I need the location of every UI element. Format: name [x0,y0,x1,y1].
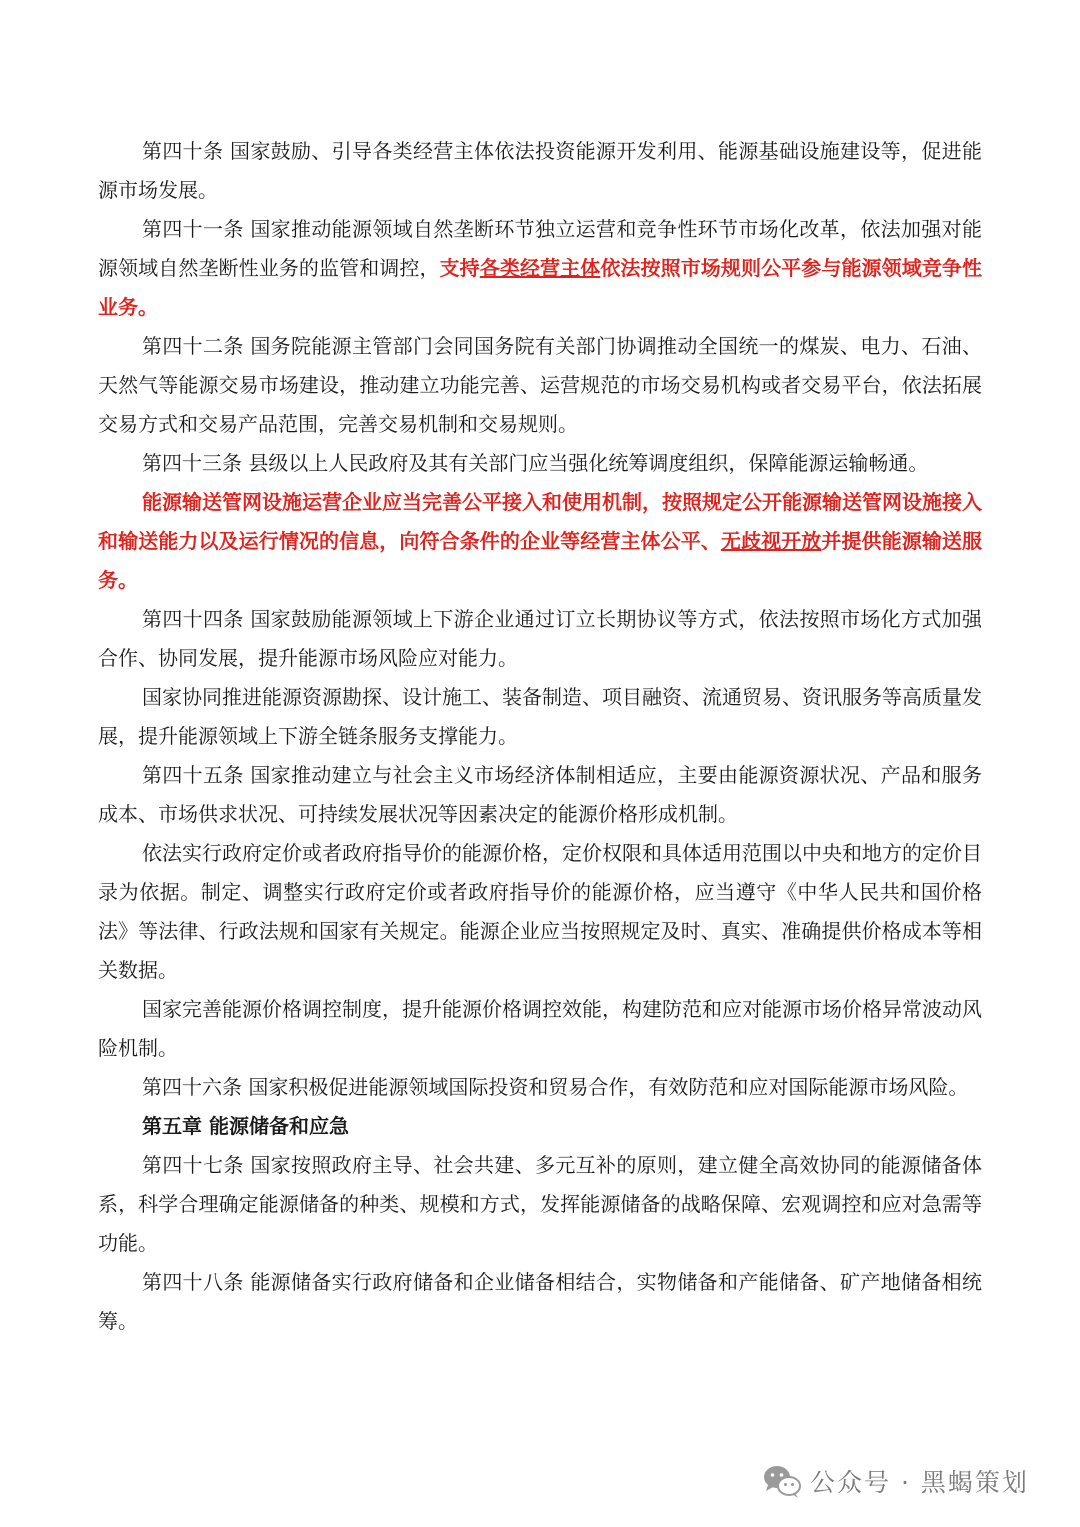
article-41-highlight-start: 支持 [439,256,480,280]
article-41-text: 第四十一条 国家推动能源领域自然垄断环节独立运营和竞争性环节市场化改革，依法加强对能源领域自然垄断性业务的监管和调控， [98,217,982,280]
watermark-text: 公众号 · 黑蝎策划 [810,1468,1029,1497]
article-41-highlight-end: 依法按照市场规则公平参与能源领域竞争性业务。 [98,256,983,319]
article-41 [98,210,982,327]
article-45-paragraph-2: 依法实行政府定价或者政府指导价的能源价格，定价权限和具体适用范围以中央和地方的定价目录为依据。制定、调整实行政府定价或者政府指导价的能源价格，应当遵守《中华人民共和国价格法》等法律、行政法规和国家有关规定。能源企业应当按照规定及时、真实、准确提供价格成本等相关数据。 [98,841,982,982]
article-47: 第四十七条 国家按照政府主导、社会共建、多元互补的原则，建立健全高效协同的能源储备体系，科学合理确定能源储备的种类、规模和方式，发挥能源储备的战略保障、宏观调控和应对急需等功能。 [98,1153,982,1255]
article-42: 第四十二条 国务院能源主管部门会同国务院有关部门协调推动全国统一的煤炭、电力、石油、天然气等能源交易市场建设，推动建立功能完善、运营规范的市场交易机构或者交易平台，依法拓展交易方式和交易产品范围，完善交易机制和交易规则。 [98,334,982,436]
article-43-highlight-end: 并提供能源输送服务。 [98,529,983,592]
article-45-paragraph-3: 国家完善能源价格调控制度，提升能源价格调控效能，构建防范和应对能源市场价格异常波动风险机制。 [98,997,982,1060]
article-40: 第四十条 国家鼓励、引导各类经营主体依法投资能源开发利用、能源基础设施建设等，促进能源市场发展。 [98,139,982,202]
article-43-highlight-paragraph [98,483,982,600]
article-41-underlined-highlight: 各类经营主体 [479,256,601,280]
article-43-highlight: 能源输送管网设施运营企业应当完善公平接入和使用机制，按照规定公开能源输送管网设施接入和输送能力以及运行情况的信息，向符合条件的企业等经营主体公平、 [98,490,982,553]
article-46: 第四十六条 国家积极促进能源领域国际投资和贸易合作，有效防范和应对国际能源市场风险。 [142,1075,969,1099]
watermark [762,1461,1029,1501]
article-43-underlined-highlight: 无歧视开放 [720,529,822,553]
article-43: 第四十三条 县级以上人民政府及其有关部门应当强化统筹调度组织，保障能源运输畅通。 [142,451,929,475]
document-page [98,132,982,1341]
chapter-heading: 第五章 能源储备和应急 [142,1114,349,1138]
article-45: 第四十五条 国家推动建立与社会主义市场经济体制相适应，主要由能源资源状况、产品和服务成本、市场供求状况、可持续发展状况等因素决定的能源价格形成机制。 [98,763,982,826]
wechat-icon [762,1463,802,1499]
article-44-paragraph-2: 国家协同推进能源资源勘探、设计施工、装备制造、项目融资、流通贸易、资讯服务等高质量发展，提升能源领域上下游全链条服务支撑能力。 [98,685,982,748]
article-44: 第四十四条 国家鼓励能源领域上下游企业通过订立长期协议等方式，依法按照市场化方式加强合作、协同发展，提升能源市场风险应对能力。 [98,607,982,670]
article-48: 第四十八条 能源储备实行政府储备和企业储备相结合，实物储备和产能储备、矿产地储备相统筹。 [98,1270,982,1333]
